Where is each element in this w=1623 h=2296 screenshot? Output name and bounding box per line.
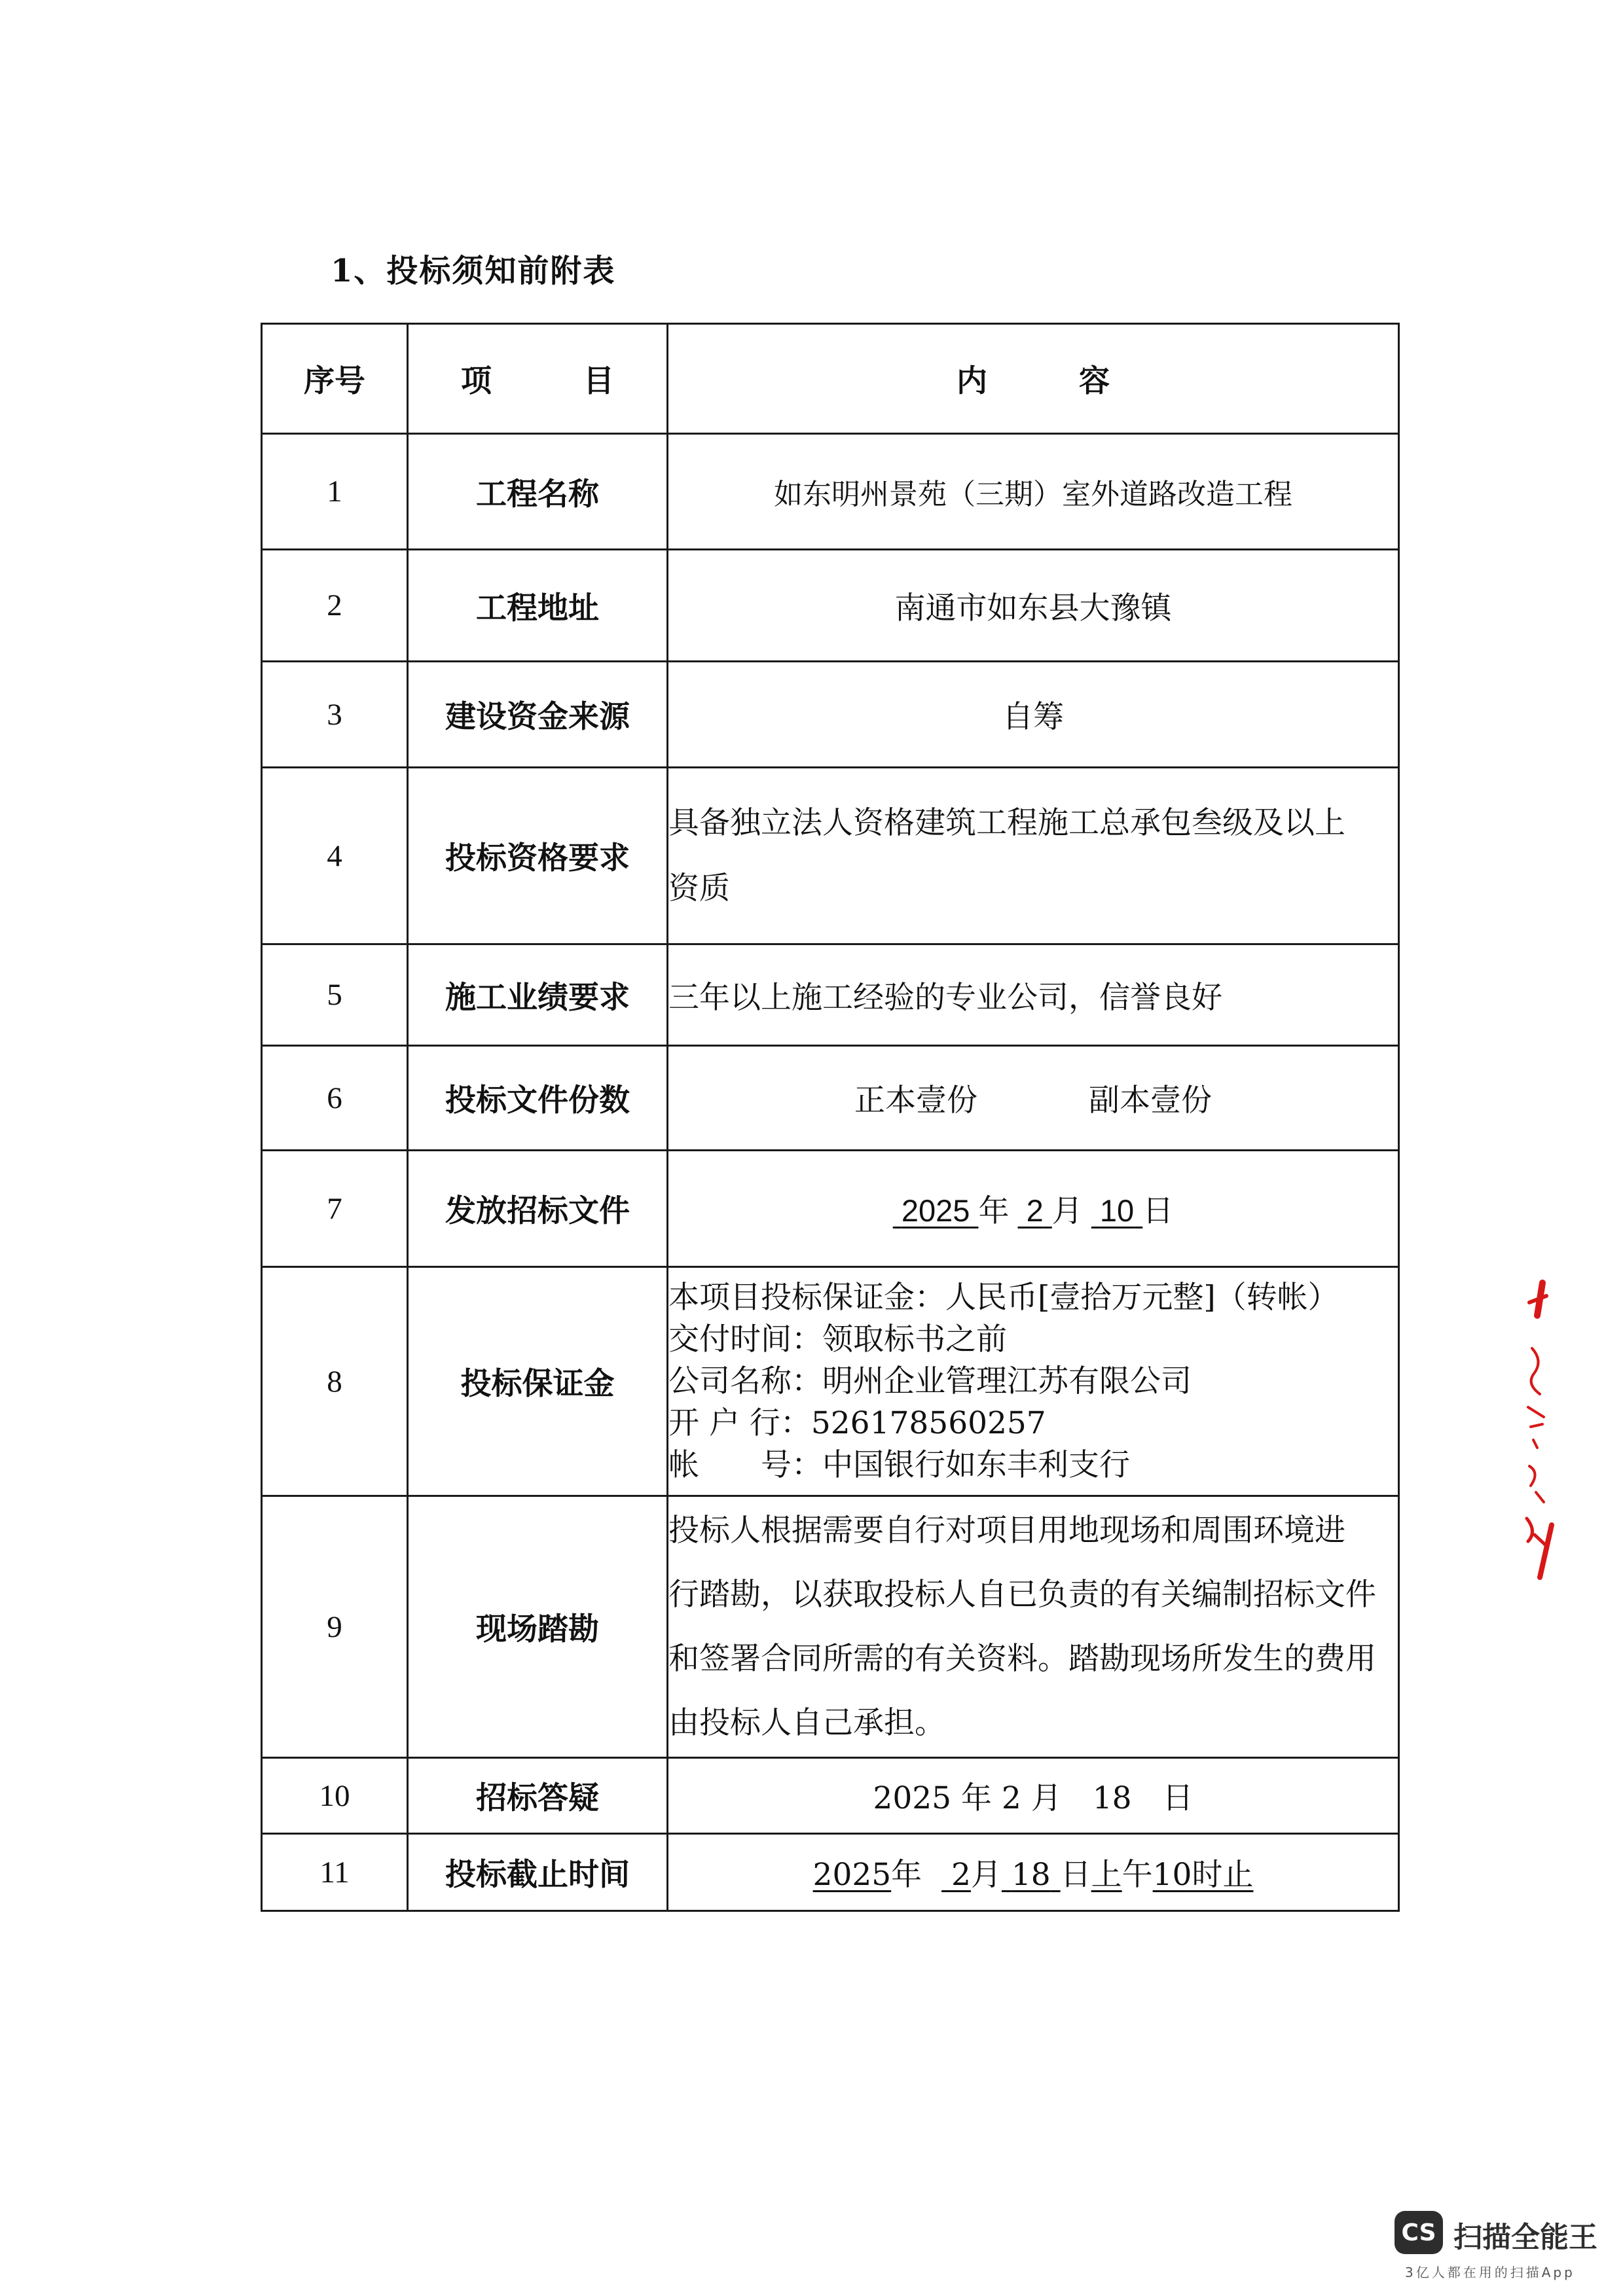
duplicate-copy-count: 副本壹份 xyxy=(1088,1083,1212,1119)
row-item: 现场踏勘 xyxy=(408,1496,668,1758)
deadline-ampm-b: 午 xyxy=(1122,1857,1153,1893)
deadline-ampm-a: 上 xyxy=(1091,1857,1122,1893)
content-line: 具备独立法人资格建筑工程施工总承包叁级及以上 xyxy=(668,804,1345,841)
scanner-tagline: 3亿人都在用的扫描App xyxy=(1405,2265,1575,2280)
red-seal-fragment xyxy=(1518,1276,1557,1584)
row-item: 工程地址 xyxy=(408,550,668,662)
table-row xyxy=(262,550,1399,662)
header-no xyxy=(262,324,408,434)
deposit-line: 交付时间：领取标书之前 xyxy=(668,1321,1007,1357)
row-item: 投标文件份数 xyxy=(408,1046,668,1151)
table-row xyxy=(262,1046,1399,1151)
survey-line: 行踏勘，以获取投标人自已负责的有关编制招标文件 xyxy=(668,1576,1376,1613)
table-row xyxy=(262,662,1399,768)
table-row xyxy=(262,434,1399,550)
header-no-text: 序号 xyxy=(304,365,365,399)
table-row xyxy=(262,1496,1399,1758)
deadline-month-value: 2 xyxy=(951,1857,971,1893)
scanner-app-name: 扫描全能王 xyxy=(1453,2221,1597,2254)
row-content xyxy=(668,1046,1399,1151)
header-content-text: 内容 xyxy=(957,363,1201,399)
survey-line: 和签署合同所需的有关资料。踏勘现场所发生的费用 xyxy=(668,1640,1376,1677)
deadline-month-unit: 月 xyxy=(970,1857,1002,1893)
content-line: 资质 xyxy=(668,870,730,906)
row-number: 10 xyxy=(262,1758,408,1834)
row-number: 1 xyxy=(262,434,408,550)
date-day xyxy=(1091,1193,1142,1228)
table-header-row xyxy=(262,324,1399,434)
deadline-day xyxy=(1002,1857,1061,1893)
row-content: 2025 年 2 月 18 日 xyxy=(668,1758,1399,1834)
table-row xyxy=(262,1267,1399,1496)
row-content xyxy=(668,1834,1399,1911)
scanner-logo-icon: CS xyxy=(1395,2211,1443,2254)
row-number: 8 xyxy=(262,1267,408,1496)
row-content: 三年以上施工经验的专业公司，信誉良好 xyxy=(668,944,1399,1046)
row-item: 招标答疑 xyxy=(408,1758,668,1834)
date-day-unit: 日 xyxy=(1142,1193,1174,1229)
row-item: 投标截止时间 xyxy=(408,1834,668,1911)
date-day-value: 10 xyxy=(1099,1193,1135,1228)
deposit-line: 开 户 行：526178560257 xyxy=(668,1405,1046,1441)
header-content xyxy=(668,324,1399,434)
row-content: 自筹 xyxy=(668,662,1399,768)
row-item: 工程名称 xyxy=(408,434,668,550)
deadline-month xyxy=(941,1857,971,1893)
date-year xyxy=(893,1193,979,1228)
row-number: 7 xyxy=(262,1151,408,1267)
row-item: 施工业绩要求 xyxy=(408,944,668,1046)
row-content xyxy=(668,1151,1399,1267)
date-year-value: 2025 xyxy=(901,1193,970,1228)
deadline-year-unit: 年 xyxy=(891,1857,922,1893)
row-item: 投标保证金 xyxy=(408,1267,668,1496)
header-item-text: 项目 xyxy=(461,363,706,399)
section-heading: 1、投标须知前附表 xyxy=(331,253,616,289)
row-number: 5 xyxy=(262,944,408,1046)
date-month-value: 2 xyxy=(1026,1193,1044,1228)
row-number: 2 xyxy=(262,550,408,662)
table-row xyxy=(262,1834,1399,1911)
row-item: 发放招标文件 xyxy=(408,1151,668,1267)
row-content: 如东明州景苑（三期）室外道路改造工程 xyxy=(668,434,1399,550)
table-row xyxy=(262,1151,1399,1267)
date-year-unit: 年 xyxy=(978,1193,1010,1229)
survey-line: 投标人根据需要自行对项目用地现场和周围环境进 xyxy=(668,1512,1345,1549)
deposit-line: 帐 号：中国银行如东丰利支行 xyxy=(668,1446,1130,1483)
deadline-day-unit: 日 xyxy=(1060,1857,1091,1893)
row-number: 4 xyxy=(262,768,408,944)
row-number: 6 xyxy=(262,1046,408,1151)
table-row xyxy=(262,768,1399,944)
row-content xyxy=(668,1267,1399,1496)
bid-notice-table xyxy=(261,323,1400,1912)
scanner-watermark xyxy=(1395,2210,1611,2282)
row-number: 3 xyxy=(262,662,408,768)
original-copy-count: 正本壹份 xyxy=(854,1083,978,1119)
deposit-line: 本项目投标保证金：人民币[壹拾万元整]（转帐） xyxy=(668,1279,1339,1316)
deadline-hour: 10 xyxy=(1152,1857,1192,1893)
row-number: 9 xyxy=(262,1496,408,1758)
row-number: 11 xyxy=(262,1834,408,1911)
header-item xyxy=(408,324,706,434)
row-item: 建设资金来源 xyxy=(408,662,668,768)
deadline-year: 2025 xyxy=(812,1857,892,1893)
deadline-day-value: 18 xyxy=(1011,1857,1051,1893)
table-row xyxy=(262,944,1399,1046)
row-content xyxy=(668,1496,1399,1758)
survey-line: 由投标人自己承担。 xyxy=(668,1704,945,1741)
table-row xyxy=(262,1758,1399,1834)
date-month-unit: 月 xyxy=(1051,1193,1083,1229)
date-month xyxy=(1018,1193,1052,1228)
row-content: 南通市如东县大豫镇 xyxy=(668,550,1399,662)
deposit-line: 公司名称：明州企业管理江苏有限公司 xyxy=(668,1363,1192,1399)
row-item: 投标资格要求 xyxy=(408,768,668,944)
deadline-hour-unit: 时止 xyxy=(1192,1857,1254,1893)
row-content xyxy=(668,768,1399,944)
